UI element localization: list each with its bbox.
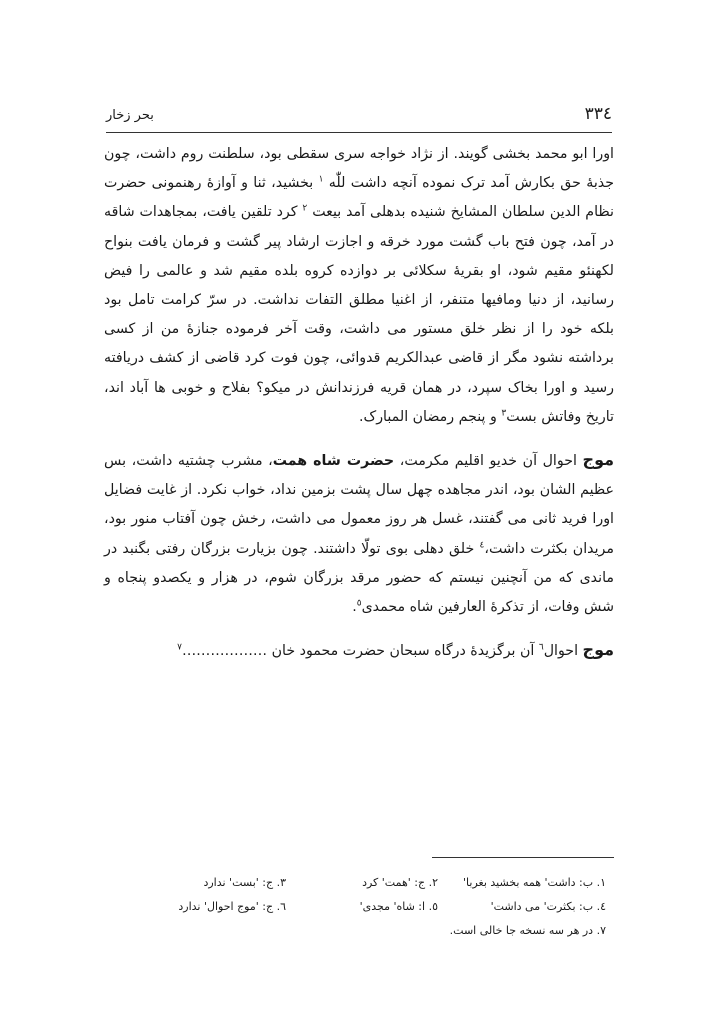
paragraph-text: و پنجم رمضان المبارک.: [359, 408, 497, 425]
footnote-7: ٧. در هر سه نسخه جا خالی است.: [449, 924, 606, 937]
paragraph-text: بخشید، ثنا و آوازهٔ رهنمونی حضرت نظام الدین سلطان المشایخ شنیده بدهلی آمد بیعت: [104, 175, 614, 221]
paragraph-shah-himmat: [104, 445, 614, 622]
footnote-4: ٤. ب: بکثرت' می داشت': [490, 900, 606, 913]
footnote-row: [104, 876, 614, 896]
footnote-2: ٢. ج: 'همت' کرد: [362, 876, 438, 889]
footnote-row: [104, 924, 614, 944]
page-number: ٣٣٤: [584, 104, 612, 124]
paragraph-text: .: [352, 599, 357, 616]
section-marker: موج: [582, 450, 615, 470]
footnote-ref: ٥: [356, 598, 362, 609]
footnote-divider: [432, 857, 614, 858]
running-title: بحر زخار: [106, 108, 154, 123]
footnote-3: ٣. ج: 'بست' ندارد: [203, 876, 286, 889]
running-header: [106, 104, 612, 133]
footnote-ref: ١: [318, 174, 324, 185]
footnote-row: [104, 900, 614, 920]
main-text: [104, 140, 614, 666]
footnote-6: ٦. ج: 'موج احوال' ندارد: [178, 900, 286, 913]
paragraph-text: احوال آن خدیو اقلیم مکرمت،: [399, 453, 577, 470]
paragraph-mahmud-khan: [104, 635, 614, 666]
footnote-ref: ٧: [177, 642, 182, 653]
footnote-ref: ٦: [538, 642, 544, 653]
footnote-1: ١. ب: داشت' همه بخشید بغربا': [463, 876, 606, 889]
paragraph-abu-muhammad: [104, 140, 614, 432]
section-marker: موج: [582, 640, 614, 660]
footnote-5: ٥. ا: شاه' مجدی': [359, 900, 438, 913]
paragraph-text: ، مشرب چشتیه داشت، بس عظیم الشان بود، اندر مجاهده چهل سال پشت بزمین نداد، خواب نکرد. از غایت فضایل اورا فرید ثانی می گفتند، غسل هر روز معمول می داشت، رخش چون آفتاب منور بود، مریدان بکثرت داشت،: [104, 453, 614, 557]
person-name: حضرت شاه همت: [272, 453, 395, 470]
paragraph-text: احوال: [543, 643, 579, 660]
blank-dots: ………………: [181, 643, 268, 660]
paragraph-text: کرد تلقین یافت، بمجاهدات شاقه در آمد، چون فتح باب گشت مورد خرقه و اجازت ارشاد پیر گشت و فرمان یافت بنواح لکهنئو مقیم شود، او بقریهٔ سکلائی بر دوازده کروه بلده مقیم شد و عالمی را فیض رسانید، از دنیا ومافیها متنفر، از اغنیا مطلق التفات نداشت. در سرّ کرامت تامل بود بلکه خود را از نظر خلق مستور می داشت، وقت آخر فرموده جنازهٔ من از کسی برداشته نشود مگر از قاضی عبدالکریم قدوائی، چون فوت کرد قاضی از کشف دریافته رسید و اورا بخاک سپرد، در همان قریه فرزندانش در میکو؟ بفلاح و خوبی ها آباد اند، تاریخ وفاتش: [104, 204, 614, 425]
footnote-ref: ٤: [479, 539, 485, 550]
paragraph-text: آن برگزیدهٔ درگاه سبحان حضرت محمود خان: [271, 643, 535, 660]
footnote-ref: ٢: [302, 203, 308, 214]
paragraph-text: بست: [506, 408, 537, 425]
paragraph-text: خلق دهلی بوی تولّا داشتند. چون بزیارت بزرگان رفتی بگنبد در ماندی که من آنچنین نیستم که حضور مرقد بزرگان شوم، در هزار و یکصدو پنجاه و شش وفات، از تذکرهٔ العارفین شاه محمدی: [104, 540, 614, 616]
footnote-ref: ٣: [501, 408, 507, 419]
paragraph-text: اورا ابو محمد بخشی گویند. از نژاد خواجه سری سقطی بود، سلطنت روم داشت، چون جذبهٔ حق بکارش آمد ترک نموده آنچه داشت للّٰه: [104, 146, 614, 192]
